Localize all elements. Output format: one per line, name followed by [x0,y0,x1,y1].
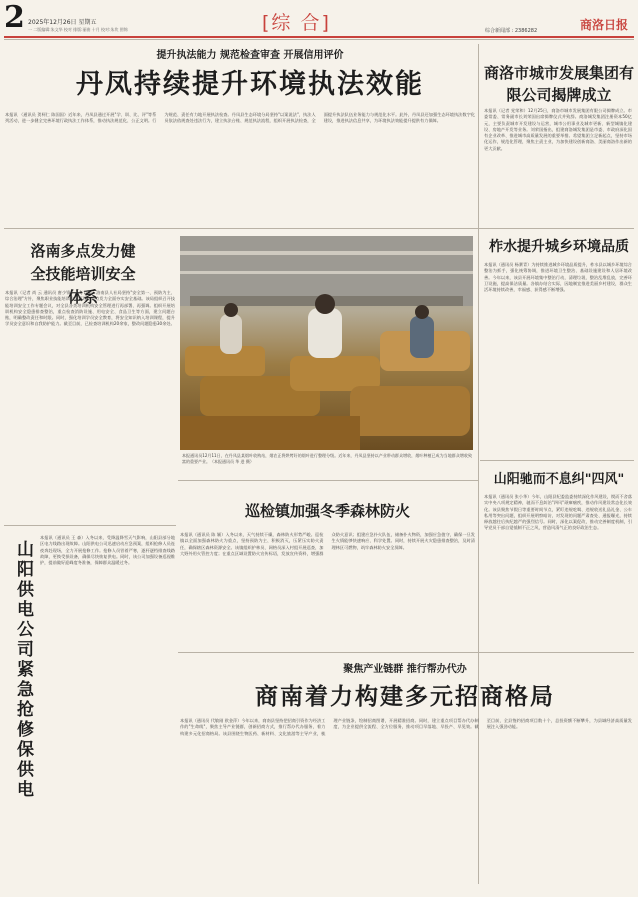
article8-headline: 商南着力构建多元招商格局 [255,683,555,710]
tobacco-photo [180,236,473,450]
divider-2 [178,480,478,481]
photo-caption: 本报通讯员12月11日，在丹凤县某烟叶收购站，烟农正将烘烤好的烟叶进行整理分级。近年来，丹凤县坚持以产业带动群众增收，烟叶种植已成为当地群众增收致富的重要产业。（本报通讯员 华 进 摄） [182,453,472,464]
section-bracket-left: [ [262,12,272,34]
article4-headline: 柞水提升城乡环境品质 [489,239,629,255]
section-title [262,8,331,35]
tobacco-photo-art [180,236,473,450]
article2-body: 本报讯（记者 党荣和）12月25日，商洛市城市发展集团有限公司揭牌成立。市委常委、常务副市长刘荣国出席揭牌仪式并致辞。商洛城发集团注册资本50亿元，主要负责城市开发建设与运营，城市公用事业及城市更新、新型城镇化建设、房地产开发等业务。刘荣国指出，组建商洛城发集团是市委、市政府深化国有企业改革、推进城市高质量发展的重要举措。希望集团立足新起点，坚持市场化运作，规范化管理，聚焦主责主业，为加快建设创新商洛、美丽商洛作出新的更大贡献。 [484,108,632,151]
divider-4 [4,525,176,526]
article7-headline: 山阳供电公司紧急抢修保供电 [13,540,33,800]
article1-headline: 丹凤持续提升环境执法效能 [76,69,424,100]
divider-3 [480,460,634,461]
article8-body: 本报讯（通讯员 代敏刚 欧金萍）今年以来，商南县坚持把招商引资作为经济工作的"生命线"，聚焦主导产业链群，创新招商方式，推行帮办代办服务，着力构建多元化招商格局。该县围绕生物医药、新材料、文化旅游等主导产业，梳理产业链条，绘制招商图谱，开展精准招商。同时，建立重点项目帮办代办制度，为企业提供全流程、全方位服务，推动项目早落地、早投产、早见效。截至目前，全县签约招商项目数十个，总投资额不断攀升，为县域经济高质量发展注入强劲动能。 [180,718,632,736]
date-line: 2025年12月26日 星期五 [28,19,97,26]
paper-logo: 商洛日报 [580,18,629,32]
article3-body: 本报讯（记者 尚 云 通讯员 唐少锋）入冬以来，洛南县人社局坚持"安全第一、预防为主、综合治理"方针，聚焦职业技能培训安全管理，多点发力全面夯实安全基础。该局组织召开技能培训安全工作专题会议，对全县各类培训机构安全管理进行再部署、再强调。组织开展培训机构安全隐患排查整治，重点检查消防设施、用电安全、食品卫生等方面，建立问题台账，明确整改责任和时限。同时，强化培训学员安全教育，将安全知识纳入培训课程，提升学员安全意识和自我防护能力。截至目前，已检查培训机构20余家，整改问题隐患30余处。 [5,290,175,327]
article3-headline: 洛南多点发力健全技能培训安全体系 [30,242,136,306]
article8-kicker: 聚焦产业链群 推行帮办代办 [343,664,467,675]
divider-1 [4,228,634,229]
article4-body: 本报讯（通讯员 杨赛青）为持续推进城乡环境品质提升，柞水县以城乡环境综合整治为抓手，强化统筹协调，推进环境卫生整治、基础设施建设和人居环境改善。今年以来，该县开展环境集中整治行动，清理垃圾、整治乱堆乱放，完善环卫设施，提高保洁质量。各镇办结合实际，因地制宜推进美丽乡村建设，群众生活环境持续改善，幸福感、获得感不断增强。 [484,262,632,293]
article5-body: 本报讯（通讯员 陈 颖）入冬以来，天气持续干燥，森林防火形势严峻。巡检镇以全面加强森林防火为重点，坚持预防为主、积极消灭，压紧压实防火责任，确保辖区森林资源安全。该镇组织护林员、网格员深入村组开展巡查，加大野外用火管控力度；在重点区域设置防火宣传标语，发放宣传资料，增强群众防火意识；组建应急扑火队伍，储备扑火物资，加强应急值守，确保一旦发生火情能够快速响应、科学处置。同时，持续开展火灾隐患排查整治，及时清理林区可燃物，筑牢森林防火安全屏障。 [180,532,475,556]
article5-headline: 巡检镇加强冬季森林防火 [244,502,410,520]
header-rule-thin [4,39,634,40]
header-rule [4,36,634,38]
article2-headline: 商洛市城市发展集团有限公司揭牌成立 [484,64,635,104]
page-number: 2 [4,0,25,35]
article6-headline: 山阳驰而不息纠"四风" [493,472,625,487]
article1-kicker: 提升执法能力 规范检查审查 开展信用评价 [156,50,344,61]
article7-body: 本报讯（通讯员 王 森）入冬以来，受降温降雪天气影响，山阳县部分地区电力线路出现故障。山阳供电公司迅速启动应急预案，组织抢修人员连夜奔赴现场，全力开展抢修工作。抢修人员冒着严寒，逐杆逐档排查线路故障，更换受损设备，确保尽快恢复供电。同时，该公司加强设备巡视维护，提前做好迎峰度冬准备，保障群众温暖过冬。 [40,535,175,566]
section-label: 综 合 [271,12,322,34]
desk-line: 综合新闻部 : 2386282 [485,28,538,34]
section-bracket-right: ] [321,12,331,34]
editor-line: 一 二版编辑:朱文华 校对 排版:丽曲 十月 校对:朱坎 图锦 [28,27,128,32]
article1-body: 本报讯 （通讯员 贺柯仁 陈国国）近年来，丹凤县通过开展"学、训、比、评"等系列活动，进一步健全完善环境行政执法工作体系，推动执法规范化、公正文明。行为规范、责任有力地开展执法检查。丹凤县生态环境分局坚持"以案说法"，执法人员依法依规查处违法行为，建立执法台账、规范执法流程，组织开展执法检查，全面提升执法队伍业务能力与规范化水平。此外，丹凤县还加强生态环境执法数字化建设，推进执法信息共享，为环境执法效能提升提供有力保障。 [5,112,475,124]
article6-body: 本报讯（通讯员 张小华）今年，山阳县纪委监委持续深化作风建设，锲而不舍落实中央八项规定精神，驰而不息纠治"四风"顽瘴痼疾，推动作风建设常态化长效化。该县聚焦节假日等重要时间节点，紧盯违规吃喝、违规收送礼品礼金、公车私用等突出问题，组织开展明察暗访，对发现的问题严肃查处、通报曝光，持续释放越往后执纪越严的强烈信号。同时，深化以案促改，推动完善制度机制，引导党员干部自觉抵制不正之风，营造风清气正的良好政治生态。 [484,494,632,531]
divider-5 [178,652,634,653]
